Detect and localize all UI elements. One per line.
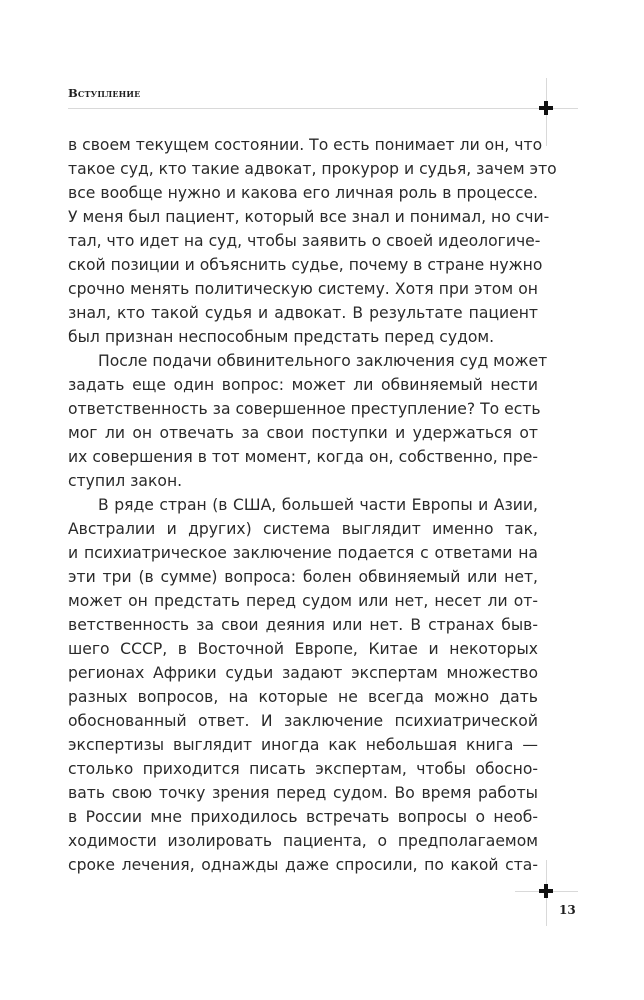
text-line: ответственность за совершенное преступление? То есть <box>68 400 541 418</box>
text-line: экспертизы выглядит иногда как небольшая книга — <box>68 736 538 754</box>
text-line: такое суд, кто такие адвокат, прокурор и судья, зачем это <box>68 160 557 178</box>
text-line: шего СССР, в Восточной Европе, Китае и некоторых <box>68 640 538 658</box>
text-line: разных вопросов, на которые не всегда можно дать <box>68 688 538 706</box>
text-line: Австралии и других) система выглядит именно так, <box>68 520 538 538</box>
crosshair-top-icon <box>539 101 553 115</box>
body-text <box>68 133 557 877</box>
text-line: был признан неспособным предстать перед судом. <box>68 328 495 346</box>
text-line: в своем текущем состоянии. То есть понимает ли он, что <box>68 136 543 154</box>
text-line: ской позиции и объяснить судье, почему в стране нужно <box>68 256 543 274</box>
text-line: ветственность за свои деяния или нет. В странах быв- <box>68 616 538 634</box>
text-line: знал, кто такой судья и адвокат. В результате пациент <box>68 304 538 322</box>
text-line: ступил закон. <box>68 472 183 490</box>
text-line: в России мне приходилось встречать вопросы о необ- <box>68 808 538 826</box>
text-line: срочно менять политическую систему. Хотя при этом он <box>68 280 538 298</box>
text-line: После подачи обвинительного заключения суд может <box>98 352 548 370</box>
text-line: их совершения в тот момент, когда он, собственно, пре- <box>68 448 538 466</box>
text-line: и психиатрическое заключение подается с ответами на <box>68 544 538 562</box>
text-line: тал, что идет на суд, чтобы заявить о своей идеологиче- <box>68 232 541 250</box>
page-number: 13 <box>559 903 576 917</box>
text-line: задать еще один вопрос: может ли обвиняемый нести <box>68 376 538 394</box>
text-line: ходимости изолировать пациента, о предполагаемом <box>68 832 538 850</box>
text-line: У меня был пациент, который все знал и понимал, но счи- <box>68 208 550 226</box>
text-line: вать свою точку зрения перед судом. Во время работы <box>68 784 538 802</box>
header-rule <box>68 108 578 109</box>
text-line: мог ли он отвечать за свои поступки и удержаться от <box>68 424 538 442</box>
text-line: все вообще нужно и какова его личная роль в процессе. <box>68 184 538 202</box>
text-line: сроке лечения, однажды даже спросили, по какой ста- <box>68 856 538 874</box>
text-line: В ряде стран (в США, большей части Европы и Азии, <box>98 496 538 514</box>
text-line: столько приходится писать экспертам, чтобы обосно- <box>68 760 538 778</box>
text-line: может он предстать перед судом или нет, несет ли от- <box>68 592 538 610</box>
text-line: обоснованный ответ. И заключение психиатрической <box>68 712 538 730</box>
text-line: эти три (в сумме) вопроса: болен обвиняемый или нет, <box>68 568 538 586</box>
crosshair-bottom-icon <box>539 884 553 898</box>
running-header-title: Вступление <box>68 86 141 100</box>
text-line: регионах Африки судьи задают экспертам множество <box>68 664 538 682</box>
